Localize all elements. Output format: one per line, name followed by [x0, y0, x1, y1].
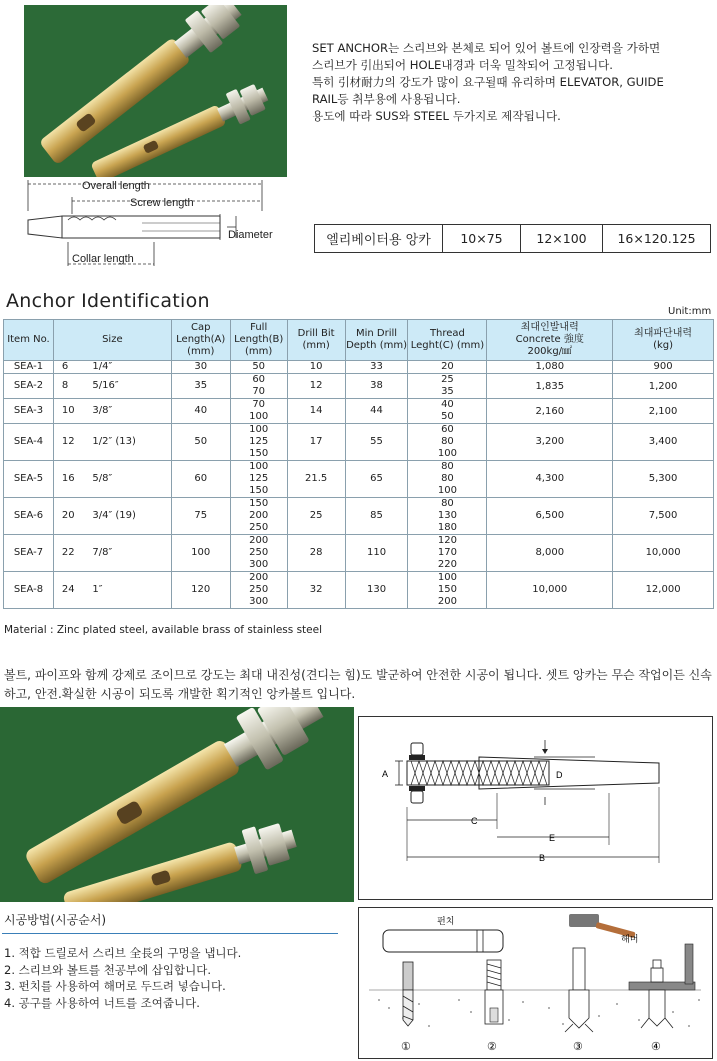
cell-cap: 30 [171, 361, 230, 374]
cell-thread [408, 572, 487, 609]
elevator-anchor-table [314, 224, 711, 253]
cell-break: 3,400 [613, 424, 714, 461]
overall-length-label: Overall length [82, 180, 150, 192]
section-diagram-box [358, 716, 713, 900]
step-number: ④ [651, 1041, 661, 1053]
cell-item: SEA-6 [4, 498, 54, 535]
cell-pull: 1,835 [487, 374, 613, 399]
cell-inch: 1/4″ [84, 361, 171, 374]
cell-full [230, 535, 287, 572]
cell-depth: 65 [345, 461, 408, 498]
method-step: 4. 공구를 사용하여 너트를 조여줍니다. [4, 995, 200, 1010]
cell-drill: 32 [287, 572, 345, 609]
cell-inch: 1/2″ (13) [84, 424, 171, 461]
cell-drill: 17 [287, 424, 345, 461]
cell-pull: 4,300 [487, 461, 613, 498]
thread-value: 100 [437, 448, 457, 459]
table-row [4, 535, 714, 572]
cell-pull: 8,000 [487, 535, 613, 572]
method-divider [2, 933, 338, 934]
full-value: 150 [249, 498, 269, 509]
table-row [4, 399, 714, 424]
step-number: ① [401, 1041, 411, 1053]
cell-item: SEA-4 [4, 424, 54, 461]
hammer-label: 해머 [621, 934, 639, 944]
thread-value: 80 [441, 498, 454, 509]
cell-depth: 110 [345, 535, 408, 572]
cell-depth: 130 [345, 572, 408, 609]
method-step: 2. 스리브와 볼트를 천공부에 삽입합니다. [4, 962, 211, 977]
thread-value: 50 [441, 411, 454, 422]
cell-inch: 5/16″ [84, 374, 171, 399]
section-title: Anchor Identification [6, 290, 210, 312]
header-full: Full Length(B) (mm) [230, 320, 287, 361]
cell-mm: 24 [53, 572, 84, 609]
cell-cap: 75 [171, 498, 230, 535]
cell-drill: 25 [287, 498, 345, 535]
table-row [4, 361, 714, 374]
cell-full [230, 572, 287, 609]
cell-mm: 16 [53, 461, 84, 498]
description-text: 볼트, 파이프와 함께 강제로 조이므로 강도는 최대 내진성(견디는 힘)도 발군하여 안전한 시공이 됩니다. 셋트 앙카는 무슨 작업이든 신속하고, 안전.확실한 시공이 되도록 개발한 획기적인 앙카볼트 입니다. [4, 668, 712, 701]
intro-line: RAIL등 취부용에 사용됩니다. [312, 92, 461, 106]
method-steps [4, 945, 241, 1011]
hammer-punch-icon [565, 948, 593, 1032]
cell-pull: 3,200 [487, 424, 613, 461]
full-value: 100 [249, 411, 269, 422]
cell-full [230, 374, 287, 399]
full-value: 200 [249, 510, 269, 521]
anchor-bolt-image [24, 5, 287, 177]
dim-d-label: D [556, 770, 563, 780]
full-value: 100 [249, 461, 269, 472]
header-size: Size [53, 320, 171, 361]
unit-label: Unit:mm [668, 306, 712, 317]
step-number: ③ [573, 1041, 583, 1053]
cell-item: SEA-3 [4, 399, 54, 424]
method-title: 시공방법(시공순서) [4, 913, 107, 927]
cell-item: SEA-1 [4, 361, 54, 374]
thread-value: 35 [441, 386, 454, 397]
cell-cap: 50 [171, 424, 230, 461]
method-illustration [359, 908, 712, 1058]
fastened-anchor-icon [629, 944, 695, 1028]
collar-length-label: Collar length [72, 253, 134, 265]
cell-thread [408, 361, 487, 374]
cell-mm: 8 [53, 374, 84, 399]
cell-thread [408, 374, 487, 399]
table-row [4, 498, 714, 535]
intro-line: SET ANCHOR는 스리브와 본체로 되어 있어 볼트에 인장력을 가하면 [312, 41, 661, 55]
cell-drill: 28 [287, 535, 345, 572]
thread-value: 200 [437, 596, 457, 607]
punch-label: 펀치 [437, 916, 455, 926]
cell-full [230, 399, 287, 424]
anchor-photo-top [24, 5, 287, 177]
cell-break: 900 [613, 361, 714, 374]
thread-value: 80 [441, 436, 454, 447]
elevator-size-cell: 16×120.125 [603, 225, 711, 253]
cell-mm: 12 [53, 424, 84, 461]
cell-full [230, 461, 287, 498]
cell-inch: 3/4″ (19) [84, 498, 171, 535]
anchor-photo-bottom [0, 707, 354, 902]
cell-mm: 10 [53, 399, 84, 424]
full-value: 70 [252, 399, 266, 410]
full-value: 300 [249, 559, 269, 570]
cell-drill: 10 [287, 361, 345, 374]
cell-cap: 35 [171, 374, 230, 399]
header-thread: Thread Leght(C) (mm) [408, 320, 487, 361]
cell-cap: 120 [171, 572, 230, 609]
cell-inch: 7/8″ [84, 535, 171, 572]
thread-value: 40 [441, 399, 454, 410]
header-drill: Drill Bit (mm) [287, 320, 345, 361]
anchor-spec-table [3, 319, 714, 609]
cell-full [230, 424, 287, 461]
header-break [613, 320, 714, 361]
thread-value: 220 [437, 559, 457, 570]
dim-b-label: B [539, 853, 546, 863]
full-value: 50 [252, 361, 266, 372]
cell-item: SEA-2 [4, 374, 54, 399]
table-row [315, 225, 711, 253]
punch-icon [383, 930, 503, 952]
screw-length-label: Screw length [130, 197, 194, 209]
material-note: Material : Zinc plated steel, available brass of stainless steel [4, 624, 322, 636]
cell-drill: 21.5 [287, 461, 345, 498]
cell-pull: 2,160 [487, 399, 613, 424]
full-value: 300 [249, 596, 269, 607]
cell-thread [408, 535, 487, 572]
thread-value: 120 [437, 535, 457, 546]
cell-inch: 5/8″ [84, 461, 171, 498]
cell-depth: 33 [345, 361, 408, 374]
full-value: 200 [249, 572, 269, 583]
thread-value: 100 [437, 485, 457, 496]
cell-full [230, 361, 287, 374]
cell-drill: 14 [287, 399, 345, 424]
cell-full [230, 498, 287, 535]
cell-break: 7,500 [613, 498, 714, 535]
diameter-label: Diameter [228, 229, 273, 241]
dimension-diagram [22, 176, 284, 271]
full-value: 250 [249, 584, 269, 595]
header-break-line: (kg) [653, 340, 674, 351]
anchor-section-diagram [359, 717, 712, 899]
full-value: 125 [249, 436, 269, 447]
cell-depth: 44 [345, 399, 408, 424]
thread-value: 170 [437, 547, 457, 558]
cell-break: 1,200 [613, 374, 714, 399]
table-row [4, 572, 714, 609]
cell-pull: 10,000 [487, 572, 613, 609]
header-pull-line: 최대인발내력 [520, 322, 579, 333]
full-value: 250 [249, 522, 269, 533]
thread-value: 100 [437, 572, 457, 583]
full-value: 150 [249, 448, 269, 459]
elevator-size-cell: 10×75 [443, 225, 521, 253]
full-value: 125 [249, 473, 269, 484]
intro-text [312, 40, 712, 125]
method-step: 1. 적합 드릴로서 스리브 全長의 구멍을 냅니다. [4, 946, 242, 960]
intro-line: 특히 引材耐力의 강도가 많이 요구될때 유리하며 ELEVATOR, GUIDE [312, 75, 664, 89]
thread-value: 60 [441, 424, 454, 435]
cell-pull: 6,500 [487, 498, 613, 535]
cell-thread [408, 424, 487, 461]
step-number: ② [487, 1041, 497, 1053]
header-item: Item No. [4, 320, 54, 361]
thread-value: 20 [441, 361, 454, 372]
cell-cap: 40 [171, 399, 230, 424]
thread-value: 80 [441, 473, 454, 484]
table-header-row [4, 320, 714, 361]
cell-cap: 60 [171, 461, 230, 498]
full-value: 150 [249, 485, 269, 496]
cell-break: 5,300 [613, 461, 714, 498]
cell-depth: 55 [345, 424, 408, 461]
anchor-bolt-image [0, 707, 354, 902]
cell-inch: 3/8″ [84, 399, 171, 424]
cell-drill: 12 [287, 374, 345, 399]
header-pull-line: 200kg/㎟ [527, 346, 573, 357]
thread-value: 80 [441, 461, 454, 472]
full-value: 250 [249, 547, 269, 558]
full-value: 60 [252, 374, 266, 385]
cell-mm: 20 [53, 498, 84, 535]
thread-value: 130 [437, 510, 457, 521]
cell-item: SEA-5 [4, 461, 54, 498]
table-row [4, 374, 714, 399]
dim-e-label: E [549, 833, 556, 843]
cell-cap: 100 [171, 535, 230, 572]
full-value: 70 [252, 386, 266, 397]
cell-thread [408, 461, 487, 498]
full-value: 100 [249, 424, 269, 435]
cell-mm: 6 [53, 361, 84, 374]
dim-c-label: C [471, 816, 478, 826]
method-step: 3. 펀치를 사용하여 해머로 두드려 넣습니다. [4, 979, 226, 993]
cell-break: 2,100 [613, 399, 714, 424]
elevator-anchor-label: 엘리베이터용 앙카 [315, 225, 443, 253]
full-value: 200 [249, 535, 269, 546]
header-pull [487, 320, 613, 361]
cell-item: SEA-7 [4, 535, 54, 572]
thread-value: 25 [441, 374, 454, 385]
method-illustration-box [358, 907, 713, 1059]
cell-thread [408, 498, 487, 535]
cell-mm: 22 [53, 535, 84, 572]
header-cap: Cap Length(A) (mm) [171, 320, 230, 361]
elevator-size-cell: 12×100 [521, 225, 603, 253]
intro-line: 스리브가 引出되어 HOLE내경과 더욱 밀착되어 고정됩니다. [312, 58, 613, 72]
cell-break: 12,000 [613, 572, 714, 609]
anchor-insert-icon [485, 960, 503, 1024]
dim-a-label: A [382, 769, 389, 779]
cell-item: SEA-8 [4, 572, 54, 609]
cell-break: 10,000 [613, 535, 714, 572]
header-pull-line: Concrete 強度 [515, 334, 584, 345]
drill-icon [403, 962, 413, 1026]
cell-depth: 85 [345, 498, 408, 535]
cell-pull: 1,080 [487, 361, 613, 374]
header-depth: Min Drill Depth (mm) [345, 320, 408, 361]
cell-inch: 1″ [84, 572, 171, 609]
table-row [4, 424, 714, 461]
cell-depth: 38 [345, 374, 408, 399]
header-break-line: 최대파단내력 [634, 328, 693, 339]
thread-value: 180 [437, 522, 457, 533]
intro-line: 용도에 따라 SUS와 STEEL 두가지로 제작됩니다. [312, 109, 561, 123]
thread-value: 150 [437, 584, 457, 595]
cell-thread [408, 399, 487, 424]
table-row [4, 461, 714, 498]
